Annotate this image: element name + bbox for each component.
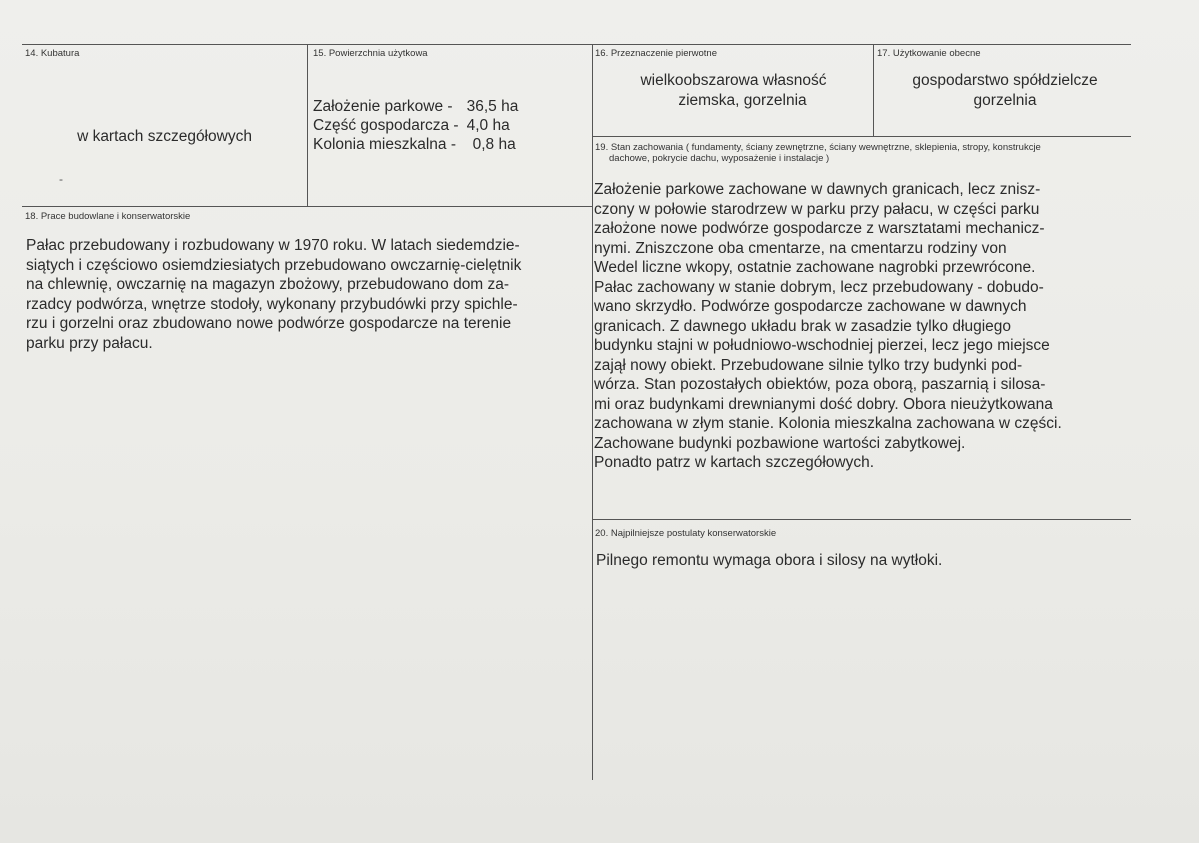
field-19-line: zachowana w złym stanie. Kolonia mieszkalna zachowana w części. bbox=[594, 415, 1062, 432]
field-19-label bbox=[595, 142, 1135, 164]
field-20-label: 20. Najpilniejsze postulaty konserwatorskie bbox=[595, 528, 777, 539]
field-19-line: granicach. Z dawnego układu brak w zasadzie tylko długiego bbox=[594, 317, 1012, 335]
top-rule bbox=[22, 44, 1131, 45]
field-17-value bbox=[875, 71, 1135, 110]
area-value: 0,8 ha bbox=[472, 136, 516, 153]
field-19-line: wano skrzydło. Podwórze gospodarcze zachowane w dawnych bbox=[594, 298, 1027, 315]
field-17-line: gospodarstwo spółdzielcze bbox=[912, 72, 1098, 89]
field-18-line: rzu i gorzelni oraz zbudowano nowe podwórze gospodarcze na terenie bbox=[26, 315, 512, 332]
field-16-line: wielkoobszarowa własność bbox=[640, 72, 827, 89]
field-19-text bbox=[594, 180, 1139, 473]
field-19-line: Pałac zachowany w stanie dobrym, lecz przebudowany - dobudo- bbox=[594, 278, 1044, 296]
area-name: Część gospodarcza - bbox=[313, 117, 459, 134]
field-16-value bbox=[596, 71, 871, 110]
area-value: 4,0 ha bbox=[466, 117, 510, 134]
field-15-label: 15. Powierzchnia użytkowa bbox=[313, 48, 428, 59]
field-19-label-line: 19. Stan zachowania ( fundamenty, ściany zewnętrzne, ściany wewnętrzne, sklepienia, stropy, konstrukcje bbox=[595, 142, 1041, 153]
main-divider bbox=[592, 44, 593, 780]
rule-right-20 bbox=[592, 519, 1131, 520]
field-19-label-line: dachowe, pokrycie dachu, wyposażenie i instalacje ) bbox=[609, 153, 830, 164]
field-19-line: mi oraz budynkami drewnianymi dość dobry. Obora nieużytkowana bbox=[594, 395, 1053, 413]
field-20-text: Pilnego remontu wymaga obora i silosy na wytłoki. bbox=[596, 552, 943, 569]
divider-14-15 bbox=[307, 44, 308, 206]
field-18-line: siątych i częściowo osiemdziesiatych przebudowano owczarnię-cielętnik bbox=[26, 256, 522, 274]
field-19-line: Założenie parkowe zachowane w dawnych granicach, lecz znisz- bbox=[594, 181, 1041, 198]
field-19-line: Ponadto patrz w kartach szczegółowych. bbox=[594, 454, 874, 471]
field-14-mark: - bbox=[59, 172, 63, 186]
field-19-line: Wedel liczne wkopy, ostatnie zachowane nagrobki przewrócone. bbox=[594, 259, 1036, 276]
divider-16-17 bbox=[873, 44, 874, 136]
field-17-line: gorzelnia bbox=[973, 91, 1037, 109]
field-19-line: zajął nowy obiekt. Przebudowane silnie tylko trzy budynki pod- bbox=[594, 356, 1023, 374]
field-18-text bbox=[26, 236, 586, 353]
field-19-line: wórza. Stan pozostałych obiektów, poza oborą, paszarnią i silosa- bbox=[594, 376, 1046, 393]
area-row bbox=[313, 116, 518, 135]
field-18-line: na chlewnię, owczarnię na magazyn zbożowy, przebudowano dom za- bbox=[26, 276, 510, 293]
field-19-line: założone nowe podwórze gospodarcze z warsztatami mechanicz- bbox=[594, 220, 1045, 237]
field-15-area-table bbox=[313, 97, 518, 154]
field-19-line: budynku stajni w południowo-wschodniej pierzei, lecz jego miejsce bbox=[594, 337, 1050, 354]
area-row bbox=[313, 135, 518, 154]
area-row bbox=[313, 97, 518, 116]
rule-right-19 bbox=[592, 136, 1131, 137]
field-19-line: Zachowane budynki pozbawione wartości zabytkowej. bbox=[594, 434, 966, 452]
field-19-line: nymi. Zniszczone oba cmentarze, na cmentarzu rodziny von bbox=[594, 239, 1007, 257]
field-18-line: rzadcy podwórza, wnętrze stodoły, wykonany przybudówki przy spichle- bbox=[26, 295, 518, 313]
area-name: Kolonia mieszkalna - bbox=[313, 136, 457, 153]
field-16-label: 16. Przeznaczenie pierwotne bbox=[595, 48, 717, 59]
rule-left-18 bbox=[22, 206, 592, 207]
area-name: Założenie parkowe - bbox=[313, 98, 453, 115]
field-14-label: 14. Kubatura bbox=[25, 48, 80, 59]
field-16-line: ziemska, gorzelnia bbox=[678, 91, 807, 109]
field-18-line: parku przy pałacu. bbox=[26, 334, 153, 352]
field-19-line: czony w połowie starodrzew w parku przy pałacu, w części parku bbox=[594, 200, 1040, 218]
area-value: 36,5 ha bbox=[466, 98, 519, 115]
field-14-value: w kartach szczegółowych bbox=[77, 128, 252, 145]
field-18-label: 18. Prace budowlane i konserwatorskie bbox=[25, 211, 191, 222]
field-18-line: Pałac przebudowany i rozbudowany w 1970 roku. W latach siedemdzie- bbox=[26, 237, 520, 254]
field-17-label: 17. Użytkowanie obecne bbox=[877, 48, 981, 59]
